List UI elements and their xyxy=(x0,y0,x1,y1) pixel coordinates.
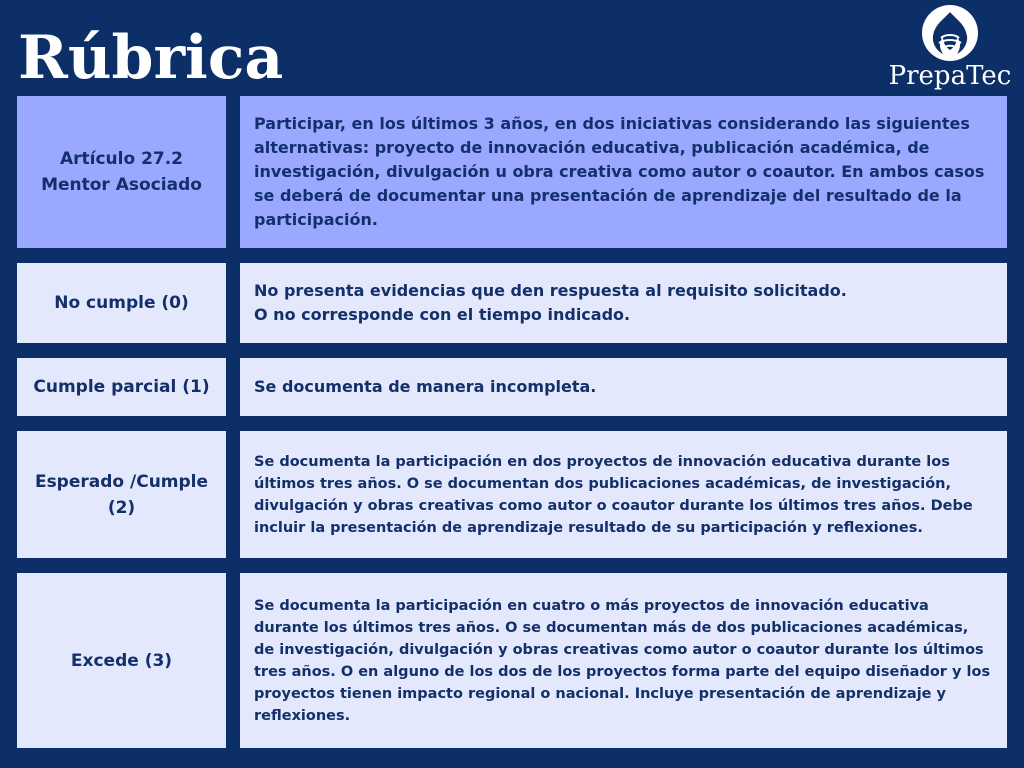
rubric-level-label xyxy=(17,573,226,748)
rubric-label-text: No cumple (0) xyxy=(54,293,189,313)
rubric-level-label xyxy=(17,263,226,343)
rubric-label-text: Cumple parcial (1) xyxy=(33,377,210,397)
page-title: Rúbrica xyxy=(18,23,284,93)
logo-wordmark: PrepaTec xyxy=(888,61,1012,91)
rubric-description-text: Se documenta la participación en cuatro o más proyectos de innovación educativa durante los últimos tres años. O se documentan más de dos publicaciones académicas, de investigación, divulgación y obras creativas como autor o coautor durante los últimos tres años. O en alguno de los dos de los proyectos forma parte del equipo diseñador y los proyectos tienen impacto regional o nacional. Incluye presentación de aprendizaje y reflexiones. xyxy=(254,597,991,724)
rubric-level-description xyxy=(240,358,1007,416)
rubric-label-text: Excede (3) xyxy=(70,650,173,671)
rubric-description-text: No presenta evidencias que den respuesta al requisito solicitado. O no corresponde con el tiempo indicado. xyxy=(254,281,847,324)
rubric-description-text: Se documenta la participación en dos proyectos de innovación educativa durante los últimos tres años. O se documentan dos publicaciones académicas, de investigación, divulgación y obras creativas como autor o coautor durante los últimos tres años. Debe incluir la presentación de aprendizaje resultado de su participación y reflexiones. xyxy=(254,453,973,536)
rubric-article-label xyxy=(17,96,226,248)
rubric-level-description xyxy=(240,573,1007,748)
rubric-level-label xyxy=(17,431,226,558)
flame-emblem-icon xyxy=(921,4,979,62)
rubric-description-text: Participar, en los últimos 3 años, en dos iniciativas considerando las siguientes alternativas: proyecto de innovación educativa, publicación académica, de investigación, divulgación u obra creativa como autor o coautor. En ambos casos se deberá de documentar una presentación de aprendizaje del resultado de la participación. xyxy=(254,114,985,229)
rubric-label-text: Artículo 27.2 Mentor Asociado xyxy=(41,149,202,195)
rubric-level-label xyxy=(17,358,226,416)
rubric-article-description xyxy=(240,96,1007,248)
rubric-label-text: Esperado /Cumple (2) xyxy=(34,471,209,518)
rubric-level-description xyxy=(240,431,1007,558)
rubric-description-text: Se documenta de manera incompleta. xyxy=(254,377,597,396)
rubric-level-description xyxy=(240,263,1007,343)
prepatec-logo xyxy=(884,4,1016,96)
